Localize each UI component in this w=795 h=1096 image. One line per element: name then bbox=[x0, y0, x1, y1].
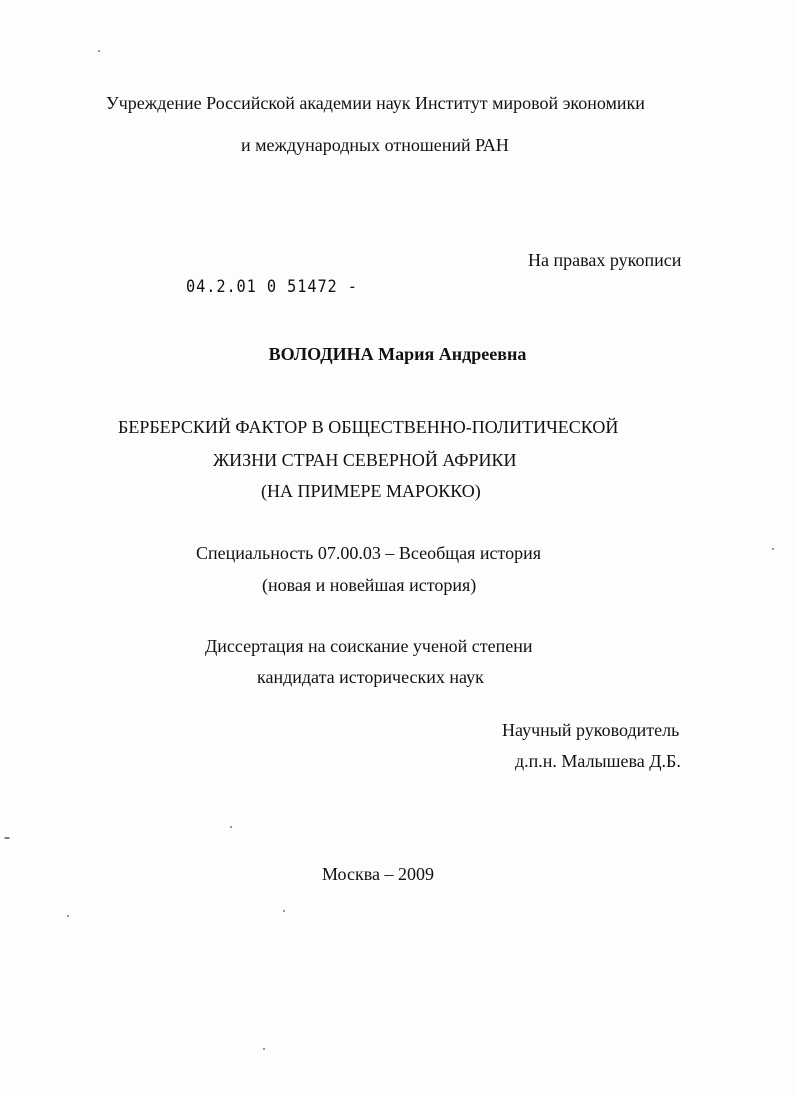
specialty-line-1: Специальность 07.00.03 – Всеобщая история bbox=[196, 543, 542, 563]
specialty-line-2: (новая и новейшая история) bbox=[262, 575, 477, 595]
title-line-1: БЕРБЕРСКИЙ ФАКТОР В ОБЩЕСТВЕННО-ПОЛИТИЧЕСКОЙ bbox=[118, 417, 619, 437]
scan-speck bbox=[4, 837, 10, 839]
registration-number-stamp: 04.2.01 0 51472 - bbox=[186, 277, 358, 297]
institution-line-2: и международных отношений РАН bbox=[241, 135, 509, 155]
supervisor-label: Научный руководитель bbox=[502, 720, 680, 740]
scan-speck bbox=[283, 910, 285, 912]
degree-line-2: кандидата исторических наук bbox=[257, 667, 484, 687]
title-line-3: (НА ПРИМЕРЕ МАРОККО) bbox=[261, 481, 481, 501]
scan-speck bbox=[67, 915, 69, 917]
degree-line-1: Диссертация на соискание ученой степени bbox=[205, 636, 533, 656]
scan-speck bbox=[772, 548, 774, 550]
rights-note: На правах рукописи bbox=[528, 250, 682, 270]
city-year: Москва – 2009 bbox=[322, 864, 434, 884]
author-name: ВОЛОДИНА Мария Андреевна bbox=[268, 344, 527, 364]
title-line-2: ЖИЗНИ СТРАН СЕВЕРНОЙ АФРИКИ bbox=[213, 450, 517, 470]
institution-line-1: Учреждение Российской академии наук Институт мировой экономики bbox=[106, 93, 645, 113]
scan-speck bbox=[230, 826, 232, 828]
scan-speck bbox=[263, 1048, 265, 1050]
supervisor-name: д.п.н. Малышева Д.Б. bbox=[515, 751, 681, 771]
scan-speck bbox=[98, 50, 100, 52]
